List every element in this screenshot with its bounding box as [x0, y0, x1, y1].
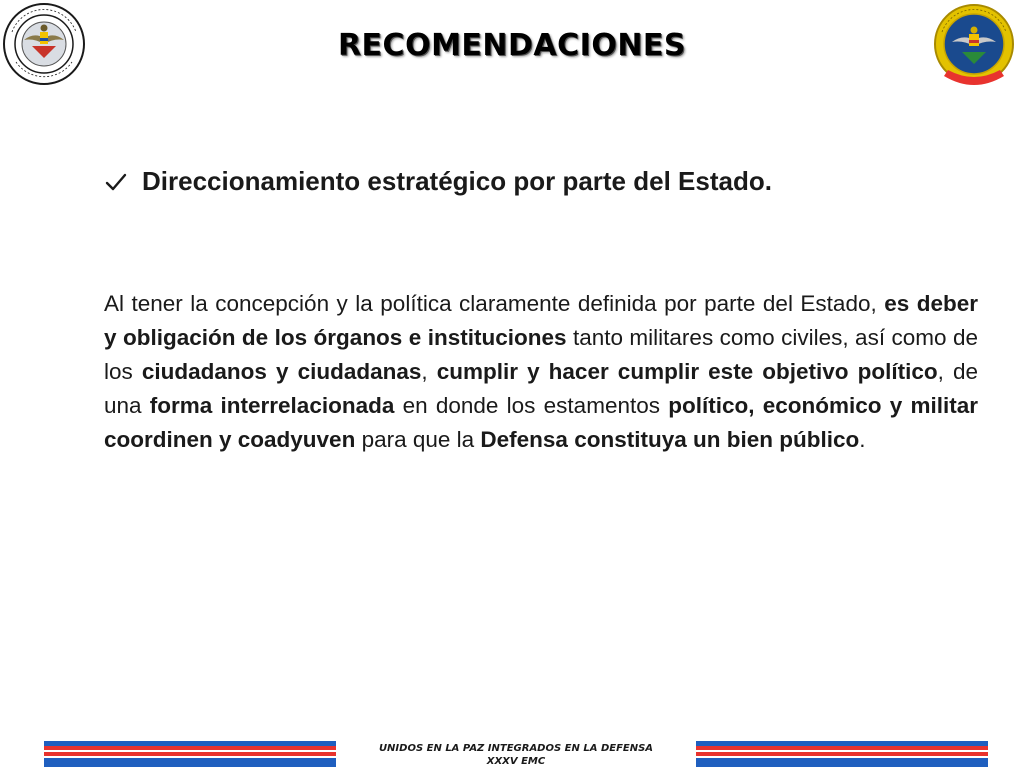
paragraph-text: Al tener la concepción y la política claramente definida por parte del Estado,	[104, 291, 885, 316]
paragraph-text: .	[859, 427, 866, 452]
paragraph-text: ,	[421, 359, 437, 384]
check-icon	[104, 170, 128, 194]
flag-stripe-left	[44, 741, 336, 767]
paragraph-text: para que la	[355, 427, 481, 452]
paragraph-text: , de una	[104, 359, 978, 418]
paragraph-emphasis: político, económico y militar coordinen y coadyuven	[104, 393, 979, 452]
paragraph-emphasis: ciudadanos y ciudadanas	[141, 359, 422, 384]
footer-motto	[336, 742, 696, 768]
flag-stripe-right	[696, 741, 988, 767]
body-paragraph	[104, 287, 978, 457]
slide-title: RECOMENDACIONES	[337, 28, 687, 63]
footer-line-1: UNIDOS EN LA PAZ INTEGRADOS EN LA DEFENSA	[378, 743, 654, 754]
paragraph-emphasis: forma interrelacionada	[149, 393, 395, 418]
paragraph-emphasis: es deber y obligación de los órganos e instituciones	[104, 291, 978, 350]
heading-text: Direccionamiento estratégico por parte del Estado.	[142, 166, 772, 196]
heading-bullet	[104, 166, 984, 197]
footer-line-2: XXXV EMC	[486, 756, 546, 767]
paragraph-emphasis: cumplir y hacer cumplir este objetivo político	[436, 359, 938, 384]
paragraph-text: tanto militares como civiles, así como de los	[104, 325, 979, 384]
paragraph-emphasis: Defensa constituya un bien público	[480, 427, 860, 452]
paragraph-text: en donde los estamentos	[394, 393, 669, 418]
